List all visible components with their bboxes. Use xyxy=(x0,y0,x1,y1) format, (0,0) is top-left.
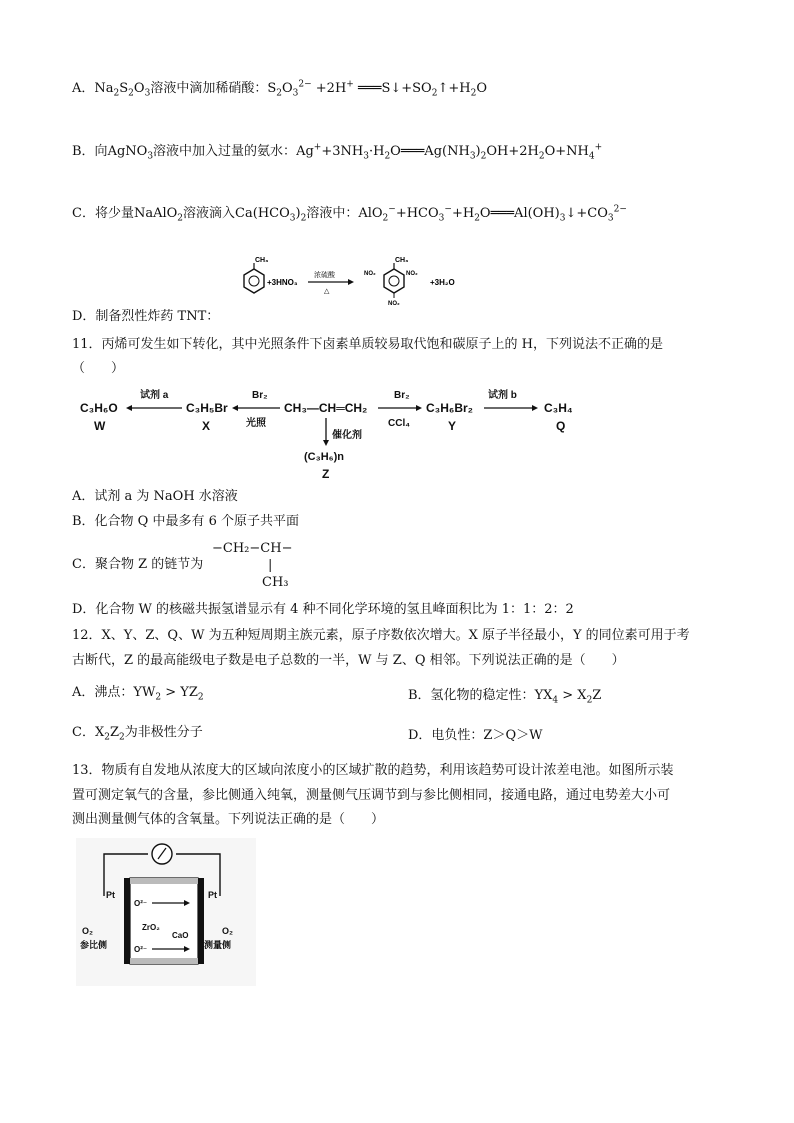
q11-paren: （ ） xyxy=(72,361,125,376)
tnt-ch3-right: CH₃ xyxy=(395,257,409,264)
scheme-w-formula: C₃H₆O xyxy=(80,401,118,415)
tnt-no2-left: NO₂ xyxy=(364,271,376,277)
q11-c-chain-unit: −CH₂−CH− xyxy=(212,541,293,556)
label-o2-left: O₂ xyxy=(82,926,93,936)
propene-conversion-scheme xyxy=(76,382,596,486)
tnt-condition: △ xyxy=(324,288,330,295)
q12-stem-line1: 12．X、Y、Z、Q、W 为五种短周期主族元素，原子序数依次增大。X 原子半径最小，Y 的同位素可用于考 xyxy=(72,628,690,643)
toluene-ring xyxy=(244,269,264,293)
pt-electrode-right xyxy=(198,878,204,964)
scheme-light: 光照 xyxy=(246,418,266,429)
q12-option-d: D．电负性：Z＞Q＞W xyxy=(408,728,543,743)
scheme-propene: CH₃—CH═CH₂ xyxy=(284,401,368,415)
q10-c-mid: 溶液滴入 xyxy=(183,206,236,221)
label-pt-left: Pt xyxy=(106,890,115,900)
q10-a-prefix: A． xyxy=(72,81,95,96)
scheme-y-label: Y xyxy=(448,419,457,433)
tnt-reagent: +3HNO₃ xyxy=(267,278,298,287)
q11-c-methyl: CH₃ xyxy=(262,575,289,590)
q10-b-prefix: B．向 xyxy=(72,144,108,159)
scheme-reagent-b: 试剂 b xyxy=(488,390,517,401)
q12-a-prefix: A．沸点： xyxy=(72,685,134,700)
q13-stem-line2: 置可测定氧气的含量，参比侧通入纯氧，测量侧气压调节到与参比侧相同，接通电路，通过电势差大小可 xyxy=(72,788,671,803)
q10-option-d: D．制备烈性炸药 TNT： xyxy=(72,309,220,324)
scheme-reagent-a: 试剂 a xyxy=(140,390,169,401)
tnt-catalyst: 浓硫酸 xyxy=(314,272,335,279)
q11-option-b: B．化合物 Q 中最多有 6 个原子共平面 xyxy=(72,514,300,529)
label-zro2: ZrO₂ xyxy=(142,923,160,932)
q12-b-prefix: B．氢化物的稳定性： xyxy=(408,688,535,703)
label-pt-right: Pt xyxy=(208,890,217,900)
q12-option-b: B．氢化物的稳定性：$YX_4 > X_2Z$ xyxy=(408,688,602,706)
scheme-x-formula: C₃H₅Br xyxy=(186,401,228,415)
q13-stem-line1: 13．物质有自发地从浓度大的区域向浓度小的区域扩散的趋势，利用该趋势可设计浓差电池。如图所示装 xyxy=(72,763,674,778)
q11-option-a: A．试剂 a 为 NaOH 水溶液 xyxy=(72,489,238,504)
q10-option-a: A．$Na_2S_2O_3$溶液中滴加稀硝酸：$S_2O_3^{2-} +2H^+$ $═══S↓+SO_2↑+H_2O$ xyxy=(72,79,487,99)
q11-c-bond: | xyxy=(268,558,273,573)
tnt-reaction-scheme xyxy=(226,253,476,307)
label-o2-ion-bottom: O²⁻ xyxy=(134,945,148,954)
scheme-q-formula: C₃H₄ xyxy=(544,401,573,415)
q12-stem-line2: 古断代，Z 的最高能级电子数是电子总数的一半，W 与 Z、Q 相邻。下列说法正确的是（ ） xyxy=(72,653,625,668)
scheme-ccl4: CCl₄ xyxy=(388,418,410,429)
q10-a-text: 溶液中滴加稀硝酸： xyxy=(150,81,268,96)
scheme-z-formula: (C₃H₆)n xyxy=(304,451,345,463)
q10-option-b: B．向AgNO$_3$溶液中加入过量的氨水：$Ag^++3NH_3\cdot H_2O═══Ag(NH_3)_2OH+2H_2O+NH_4^+$ xyxy=(72,142,603,162)
scheme-w-label: W xyxy=(94,419,106,433)
q11-option-d: D．化合物 W 的核磁共振氢谱显示有 4 种不同化学环境的氢且峰面积比为 1：1：2：2 xyxy=(72,602,574,617)
tnt-no2-bottom: NO₂ xyxy=(388,301,400,307)
q11-option-c: C．聚合物 Z 的链节为 xyxy=(72,557,204,572)
q11-stem: 11．丙烯可发生如下转化，其中光照条件下卤素单质较易取代饱和碳原子上的 H，下列说法不正确的是 xyxy=(72,337,664,352)
q10-c-text: 溶液中： xyxy=(306,206,359,221)
q12-c-suffix: 为非极性分子 xyxy=(124,725,203,740)
scheme-y-formula: C₃H₆Br₂ xyxy=(426,401,473,415)
q10-option-c: C．将少量NaAlO$_2$溶液滴入$Ca(HCO_3)_2$溶液中：$AlO_2^-+HCO_3^-+H_2O═══Al(OH)_3↓+CO_3^{2-}$ xyxy=(72,204,627,224)
pt-electrode-left xyxy=(124,878,130,964)
q12-option-c: C．$X_2Z_2$为非极性分子 xyxy=(72,725,203,743)
q10-c-prefix: C．将少量 xyxy=(72,206,134,221)
scheme-br2-right: Br₂ xyxy=(394,390,410,401)
tnt-no2-right: NO₂ xyxy=(406,271,418,277)
scheme-br2-left: Br₂ xyxy=(252,390,268,401)
label-o2-ion-top: O²⁻ xyxy=(134,899,148,908)
tnt-ch3-left: CH₃ xyxy=(255,257,269,264)
q12-option-a: A．沸点：$YW_2 > YZ_2$ xyxy=(72,685,204,703)
label-cao: CaO xyxy=(172,931,189,940)
q13-stem-line3: 测出测量侧气体的含氧量。下列说法正确的是（ ） xyxy=(72,812,385,827)
scheme-catalyst: 催化剂 xyxy=(332,430,362,441)
scheme-x-label: X xyxy=(202,419,211,433)
tnt-water: +3H₂O xyxy=(430,278,455,287)
tnt-ring xyxy=(384,269,404,293)
q10-b-text: 溶液中加入过量的氨水： xyxy=(153,144,297,159)
label-o2-right: O₂ xyxy=(222,926,233,936)
scheme-q-label: Q xyxy=(556,419,566,433)
scheme-z-label: Z xyxy=(322,467,330,481)
label-measurement-side: 测量侧 xyxy=(204,940,232,950)
concentration-cell-diagram xyxy=(76,838,256,986)
label-reference-side: 参比侧 xyxy=(80,940,108,950)
